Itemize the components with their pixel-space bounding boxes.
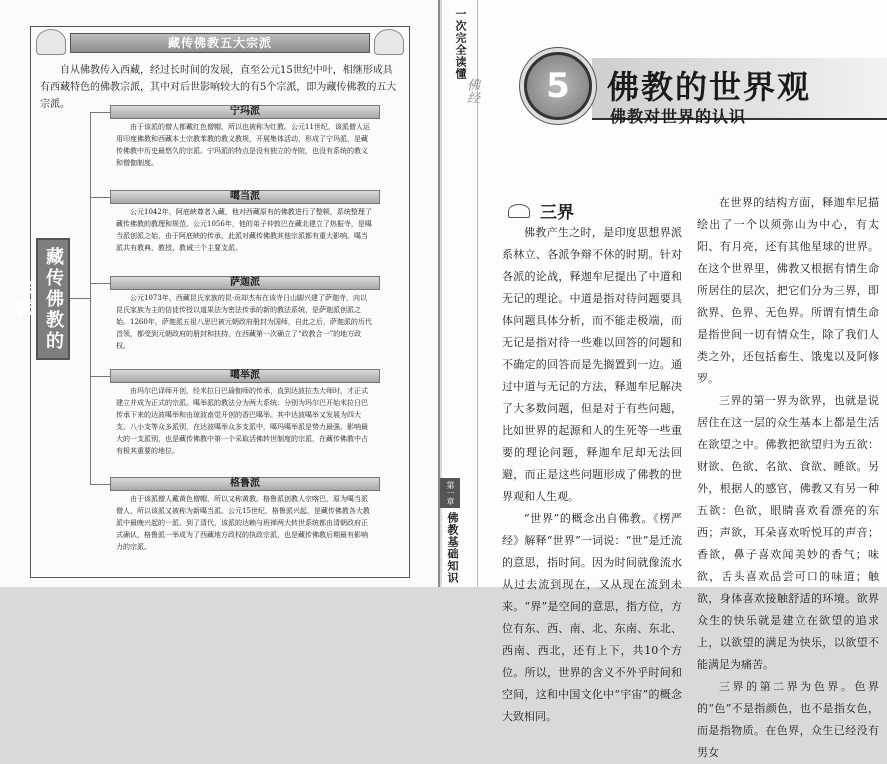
paragraph: “世界”的概念出自佛教。《楞严经》解释“世界”一词说：“世”是迁流的意思，指时间。因为时间就像流水从过去流到现在，又从现在流到未来。“界”是空间的意思，指方位，方位有东、西、南、北、东南、东北、西南、西北，还有上下，共10个方位。所以，世界的含义不外乎时间和空间，这和中国文化中“宇宙”的概念大致相同。 <box>502 512 682 723</box>
side-title: 藏传佛教的宗派 <box>36 238 70 360</box>
sect-nyingma <box>110 105 380 185</box>
right-page <box>442 0 887 759</box>
tree-connector <box>90 112 110 113</box>
paragraph: 佛教产生之时，是印度思想界派系林立、各派争辩不休的时期。针对各派的论战，释迦牟尼提出了中道和无记的理论。中道是指对待问题要具体问题具体分析，而不能走极端，而无记是指对待一些难以回答的问题和不确定的回答而是先搁置到一边。通过中道与无记的方法，释迦牟尼解决了大多数问题，但是对于有些问题，比如世界的起源和人的生死等一些重要的理论问题，释迦牟尼却无法回避，而正是这些问题形成了佛教的世界观和人生观。 <box>502 226 682 503</box>
tree-connector <box>70 298 90 299</box>
section-heading-text: 三界 <box>540 203 574 223</box>
book-series-title: 一次完全读懂 <box>454 8 467 80</box>
paragraph: 三界的第一界为欲界，也就是说居住在这一层的众生基本上都是生活在欲望之中。佛教把欲望归为五欲：财欲、色欲、名欲、食欲、睡欲。另外，根据人的感官，佛教又有另一种五欲：色欲，眼睛喜欢看漂亮的东西；声欲，耳朵喜欢听悦耳的声音；香欲，鼻子喜欢闻美妙的香气；味欲，舌头喜欢品尝可口的味道；触欲，身体喜欢接触舒适的环境。欲界众生的快乐就是建立在欲望的追求上，以欲望的满足为快乐，以欲望不能满足为痛苦。 <box>697 394 879 671</box>
sect-title: 噶当派 <box>110 190 380 204</box>
sect-body: 由于该派僧人戴黄色僧帽，所以又称黄教。格鲁派创教人宗喀巴，原为噶当派僧人，所以该派又被称为新噶当派。公元15世纪，格鲁派兴起，是藏传佛教各大教派中最晚兴起的一派。到了清代，该派的达赖与班禅两大转世系统都由清朝政府正式确认，格鲁派一举成为了西藏地方政权的执政宗派，也是藏传佛教后期最有影响力的宗派。 <box>116 495 370 551</box>
sect-kagyu <box>110 369 380 473</box>
lotus-icon <box>508 204 530 218</box>
text-column-2 <box>697 192 879 759</box>
lotus-ornament-icon <box>374 29 404 55</box>
tree-connector <box>90 283 110 284</box>
chapter-number: 5 <box>546 66 570 106</box>
page-header: 藏传佛教五大宗派 <box>70 33 370 53</box>
book-series-script: 佛经 <box>464 78 479 104</box>
tree-connector <box>90 197 110 198</box>
chapter-number-badge <box>524 52 592 120</box>
chapter-title: 佛教的世界观 <box>607 68 812 106</box>
section-heading <box>508 198 574 223</box>
paragraph: 在世界的结构方面，释迦牟尼描绘出了一个以须弥山为中心，有太阳、有月亮，还有其他星球的世界。在这个世界里，佛教又根据有情生命所居住的层次，把它们分为三界，即欲界、色界、无色界。所谓有情生命是指世间一切有情众生，除了我们人类之外，还包括畜生、饿鬼以及阿修罗。 <box>697 196 879 385</box>
lotus-ornament-icon <box>36 29 66 55</box>
sect-title: 格鲁派 <box>110 477 380 491</box>
sect-title: 宁玛派 <box>110 105 380 119</box>
sect-body: 由于该派的僧人都戴红色僧帽，所以也被称为红教。公元11世纪，该派僧人运用印度佛教和西藏本土宗教苯教的教义教规，开展集体活动，形成了宁玛派，是藏传佛教中历史最悠久的宗派。宁玛派的特点是没有独立的寺院，也没有系统的教义和僧伽制度。 <box>116 123 370 167</box>
paragraph: 三界的第二界为色界。色界的“色”不是指颜色，也不是指女色，而是指物质。在色界，众生已经没有男女 <box>697 680 879 759</box>
tree-connector <box>90 484 110 485</box>
text-column-1 <box>502 222 682 723</box>
sect-title: 噶举派 <box>110 369 380 383</box>
sect-body: 由玛尔巴译师开创，经米拉日巴瑜伽师的传承，直到达波拉杰大师时，才正式建立并成为正式的宗派。噶举派的教法分为两大系统：分别为玛尔巴开始米拉日巴传承下来的达波噶举和由琼波南觉开创的香巴噶举。其中达波噶举又发展为四大支、八小支等众多派别，在达波噶举众多支派中，噶玛噶举派是势力最强、影响最大的一支派别，也是藏传佛教中第一个采取活佛转世制度的宗派，在藏传佛教中占有极其重要的地位。 <box>116 387 368 455</box>
chapter-tab-text: 佛教基础知识 <box>446 512 459 584</box>
chapter-tab: 第一章 <box>440 478 460 508</box>
tree-connector <box>90 112 91 484</box>
sect-body: 公元1042年，阿底峡尊者入藏，他对西藏原有的佛教进行了整顿，系统整理了藏传佛教的教理和规范。公元1056年，他的弟子仲敦巴在藏北建立了热振寺，是噶当派创派之始，由于阿底峡的传承，此派对藏传佛教其他宗派都有重大影响。噶当派共有教典、教授、教诫三个主要支派。 <box>116 208 372 252</box>
chapter-subtitle: 佛教对世界的认识 <box>610 107 747 126</box>
sect-body: 公元1073年，西藏昆氏家族的昆·贡却杰布在该寺日山脚兴建了萨迦寺，向以昆氏家族为主的信徒传授以道果法为密法传承的新的教法系统，是萨迦派创派之始。1260年，萨迦派五祖八思巴被元朝政府册封为国师，自此之后，萨迦派的历代首领，都受到元朝政府的册封和扶持，在西藏第一次确立了“政教合一”的地方政权。 <box>116 294 372 350</box>
sect-title: 萨迦派 <box>110 276 380 290</box>
tree-connector <box>90 376 110 377</box>
intro-paragraph: 自从佛教传入西藏，经过长时间的发展，直至公元15世纪中叶，相继形成具有西藏特色的佛教宗派，其中对后世影响较大的有5个宗派，即为藏传佛教的五大宗派。 <box>40 65 397 110</box>
left-page <box>0 0 440 587</box>
sect-kadam <box>110 190 380 272</box>
sect-sakya <box>110 276 380 368</box>
sect-gelug <box>110 477 380 573</box>
